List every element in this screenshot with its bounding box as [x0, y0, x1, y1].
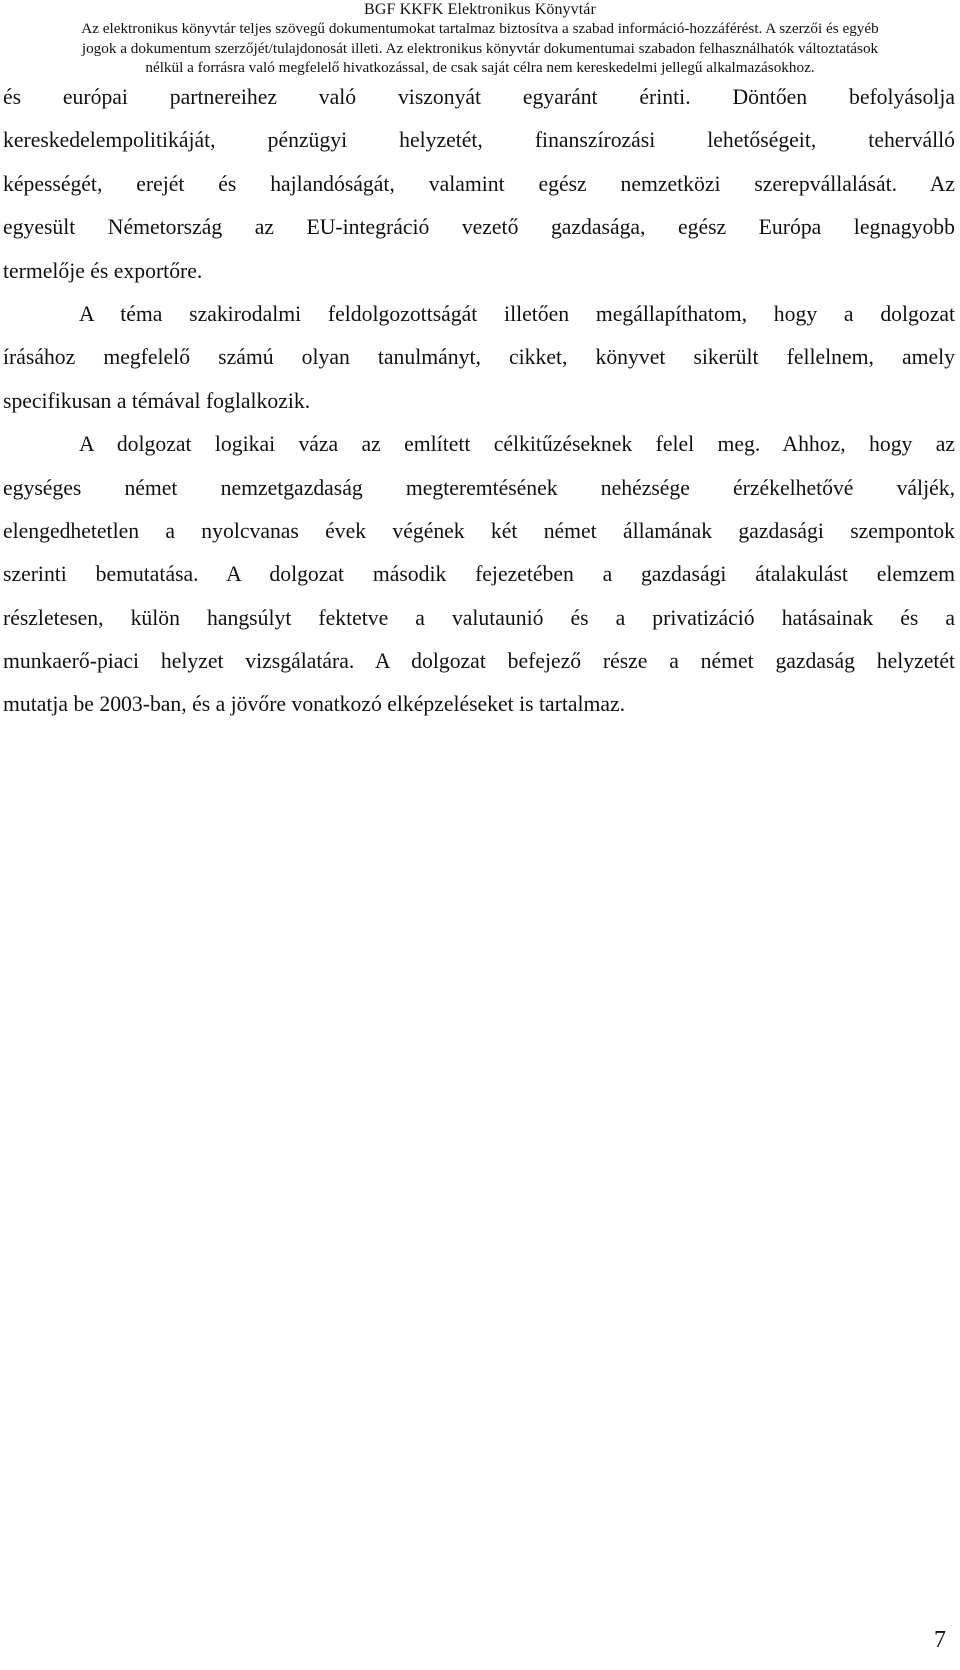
library-name: BGF KKFK Elektronikus Könyvtár [364, 1, 596, 18]
body-line: A téma szakirodalmi feldolgozottságát illetően megállapíthatom, hogy a dolgozat [79, 301, 955, 326]
body-line: kereskedelempolitikáját, pénzügyi helyzetét, finanszírozási lehetőségeit, teherválló [3, 128, 955, 153]
page-number: 7 [934, 1627, 946, 1653]
body-line: írásához megfelelő számú olyan tanulmányt, cikket, könyvet sikerült fellelnem, amely [3, 345, 955, 370]
body-line: elengedhetetlen a nyolcvanas évek végének két német államának gazdasági szempontok [3, 518, 955, 543]
body-line: A dolgozat logikai váza az említett célkitűzéseknek felel meg. Ahhoz, hogy az [79, 432, 955, 457]
body-line: és európai partnereihez való viszonyát egyaránt érinti. Döntően befolyásolja [3, 85, 955, 109]
body-line: szerinti bemutatása. A dolgozat második fejezetében a gazdasági átalakulást elemzem [3, 562, 955, 587]
body-line: egyesült Németország az EU-integráció vezető gazdasága, egész Európa legnagyobb [3, 215, 955, 240]
body-line: specifikusan a témával foglalkozik. [3, 388, 311, 413]
body-line: mutatja be 2003-ban, és a jövőre vonatkozó elképzeléseket is tartalmaz. [3, 692, 626, 717]
body-line: munkaerő-piaci helyzet vizsgálatára. A dolgozat befejező része a német gazdaság helyzetét [3, 649, 955, 674]
library-notice-header [0, 0, 960, 78]
body-line: egységes német nemzetgazdaság megteremtésének nehézsége érzékelhetővé váljék, [3, 475, 955, 500]
document-body-text [3, 76, 955, 727]
copyright-notice-line-1: Az elektronikus könyvtár teljes szövegű dokumentumokat tartalmaz biztosítva a szabad információ-hozzáférést. A szerzői és egyéb [81, 20, 879, 37]
copyright-notice-line-2: jogok a dokumentum szerzőjét/tulajdonosát illeti. Az elektronikus könyvtár dokumentumai szabadon felhasználhatók változtatások [81, 39, 879, 57]
copyright-notice-line-3: nélkül a forrásra való megfelelő hivatkozással, de csak saját célra nem kereskedelmi jellegű alkalmazásokhoz. [145, 59, 815, 76]
body-line: képességét, erejét és hajlandóságát, valamint egész nemzetközi szerepvállalását. Az [3, 171, 955, 196]
body-line: termelője és exportőre. [3, 258, 203, 283]
body-line: részletesen, külön hangsúlyt fektetve a valutaunió és a privatizáció hatásainak és a [3, 605, 955, 630]
